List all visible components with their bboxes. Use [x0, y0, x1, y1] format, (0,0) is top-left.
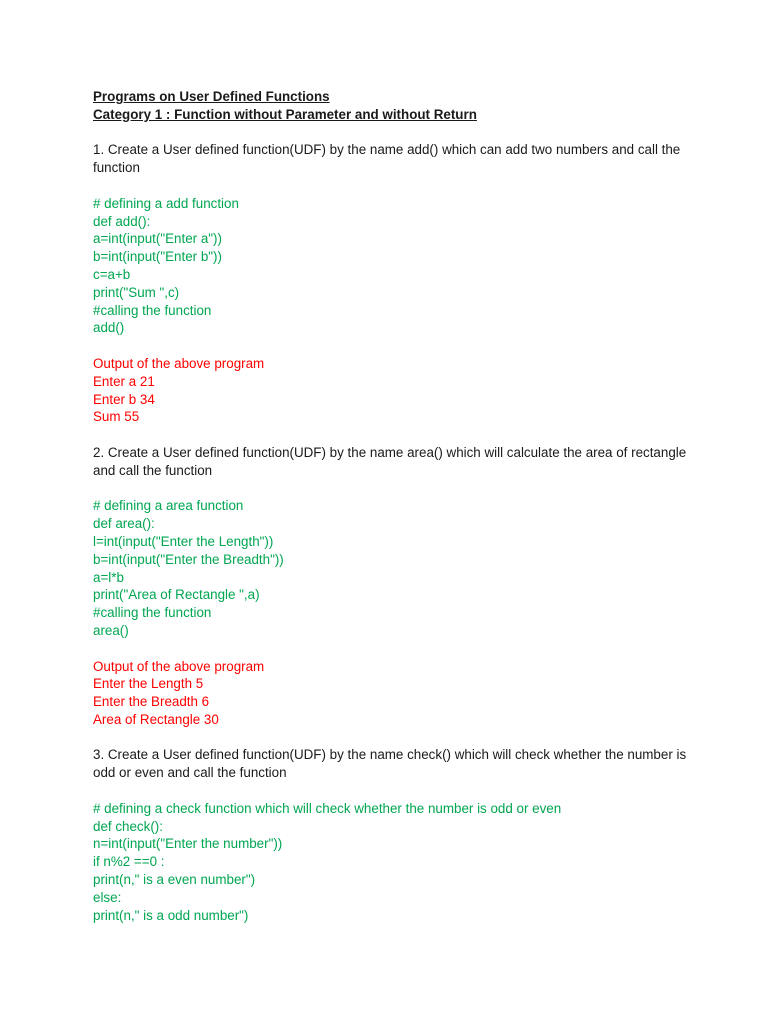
spacer: [93, 640, 693, 658]
output-line: Enter b 34: [93, 391, 155, 407]
q1-output-block: [93, 355, 693, 426]
spacer: [93, 480, 693, 498]
q3-code-block: [93, 800, 693, 925]
spacer: [93, 124, 693, 142]
output-line: Sum 55: [93, 409, 140, 425]
code-line: print("Area of Rectangle ",a): [93, 587, 260, 603]
code-line: def add():: [93, 213, 151, 229]
code-line: print(n," is a even number"): [93, 872, 256, 888]
code-line: def check():: [93, 818, 163, 834]
code-line: area(): [93, 622, 129, 638]
output-line: Enter the Length 5: [93, 676, 204, 692]
code-line: l=int(input("Enter the Length")): [93, 533, 274, 549]
question-1-text: 1. Create a User defined function(UDF) by the name add() which can add two numbers and call the function: [93, 142, 681, 176]
code-line: a=l*b: [93, 569, 124, 585]
code-line: #calling the function: [93, 605, 212, 621]
code-line: #calling the function: [93, 302, 212, 318]
code-line: c=a+b: [93, 266, 131, 282]
q2-output-block: [93, 658, 693, 729]
code-line: add(): [93, 320, 125, 336]
code-line: b=int(input("Enter b")): [93, 249, 222, 265]
question-2-text: 2. Create a User defined function(UDF) by the name area() which will calculate the area of rectangle and call the function: [93, 444, 687, 478]
code-line: # defining a add function: [93, 195, 239, 211]
code-line: else:: [93, 889, 122, 905]
spacer: [93, 337, 693, 355]
code-line: if n%2 ==0 :: [93, 854, 165, 870]
code-line: a=int(input("Enter a")): [93, 231, 222, 247]
code-line: # defining a area function: [93, 498, 244, 514]
code-line: # defining a check function which will check whether the number is odd or even: [93, 800, 562, 816]
code-line: def area():: [93, 516, 155, 532]
spacer: [93, 426, 693, 444]
code-line: print(n," is a odd number"): [93, 907, 249, 923]
document-title: Programs on User Defined Functions: [93, 89, 330, 104]
code-line: b=int(input("Enter the Breadth")): [93, 551, 284, 567]
output-line: Output of the above program: [93, 355, 265, 371]
code-line: print("Sum ",c): [93, 284, 180, 300]
document-page: [93, 88, 693, 924]
question-3-text: 3. Create a User defined function(UDF) by the name check() which will check whether the number is odd or even and call the function: [93, 747, 687, 781]
spacer: [93, 729, 693, 747]
output-line: Area of Rectangle 30: [93, 711, 219, 727]
category-heading: Category 1 : Function without Parameter and without Return: [93, 106, 477, 122]
q2-code-block: [93, 497, 693, 639]
output-line: Enter the Breadth 6: [93, 694, 210, 710]
output-line: Enter a 21: [93, 373, 155, 389]
code-line: n=int(input("Enter the number")): [93, 836, 283, 852]
output-line: Output of the above program: [93, 658, 265, 674]
q1-code-block: [93, 195, 693, 337]
spacer: [93, 177, 693, 195]
spacer: [93, 782, 693, 800]
